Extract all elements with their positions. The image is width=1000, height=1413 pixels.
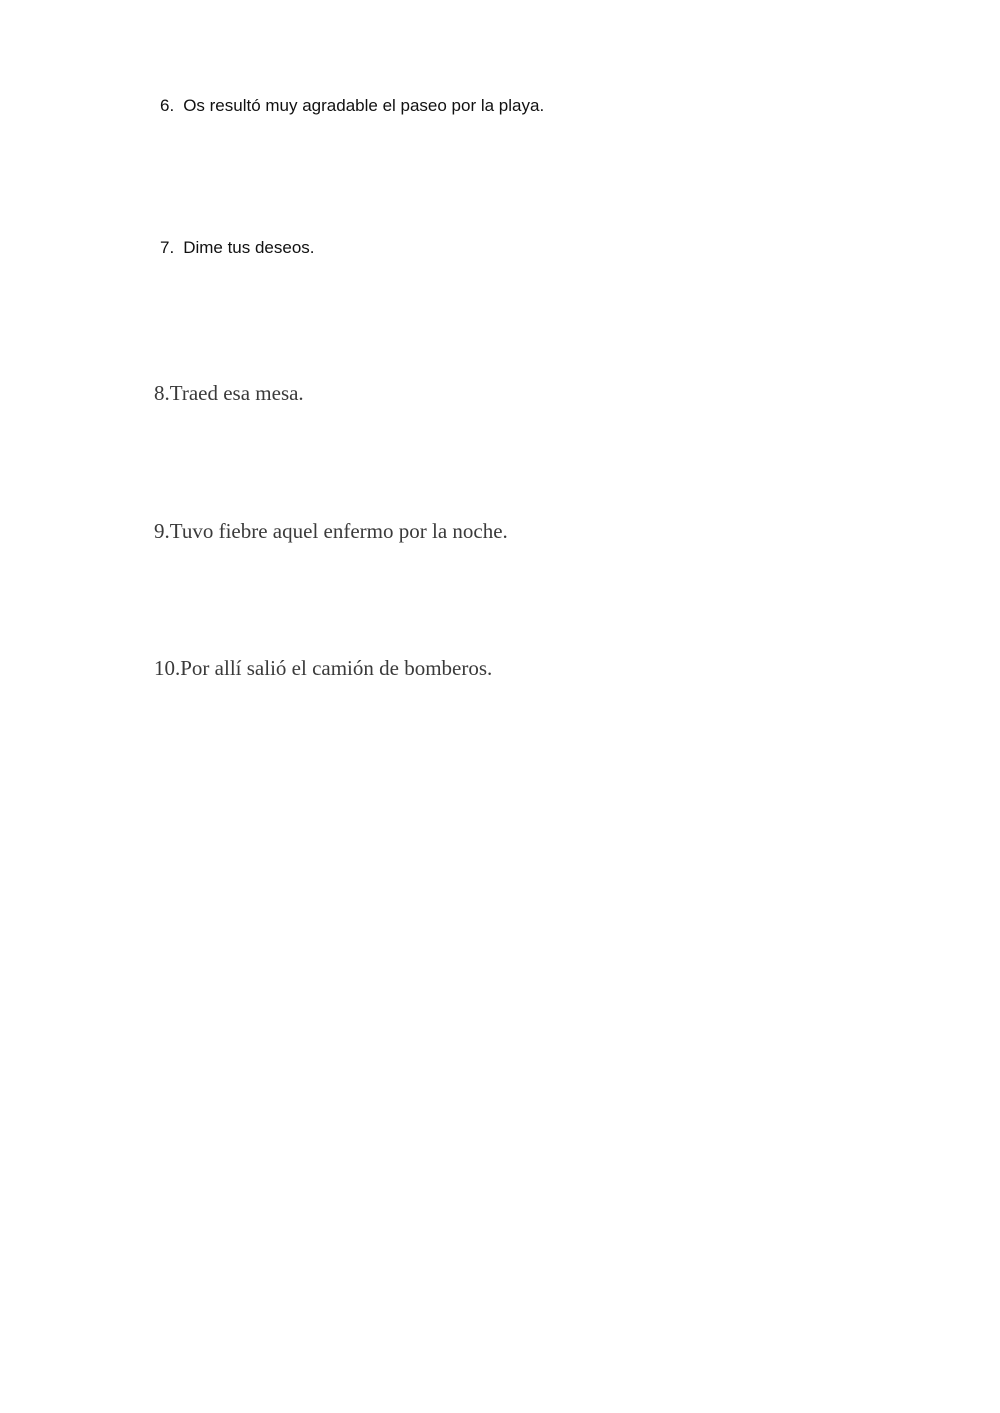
sentence-item-9 [154,519,508,544]
sentence-text: Os resultó muy agradable el paseo por la playa. [183,96,545,115]
item-number: 10. [154,656,181,680]
sentence-text: Por allí salió el camión de bomberos. [180,656,493,680]
sentence-text: Tuvo fiebre aquel enfermo por la noche. [169,519,508,543]
item-number: 7. [160,238,175,257]
sentence-item-7 [160,238,315,258]
item-number: 6. [160,96,175,115]
sentence-text: Traed esa mesa. [169,381,304,405]
item-number: 9. [154,519,170,543]
item-number: 8. [154,381,170,405]
sentence-text: Dime tus deseos. [183,238,315,257]
sentence-item-10 [154,656,492,681]
sentence-item-8 [154,381,304,406]
sentence-item-6 [160,96,544,116]
